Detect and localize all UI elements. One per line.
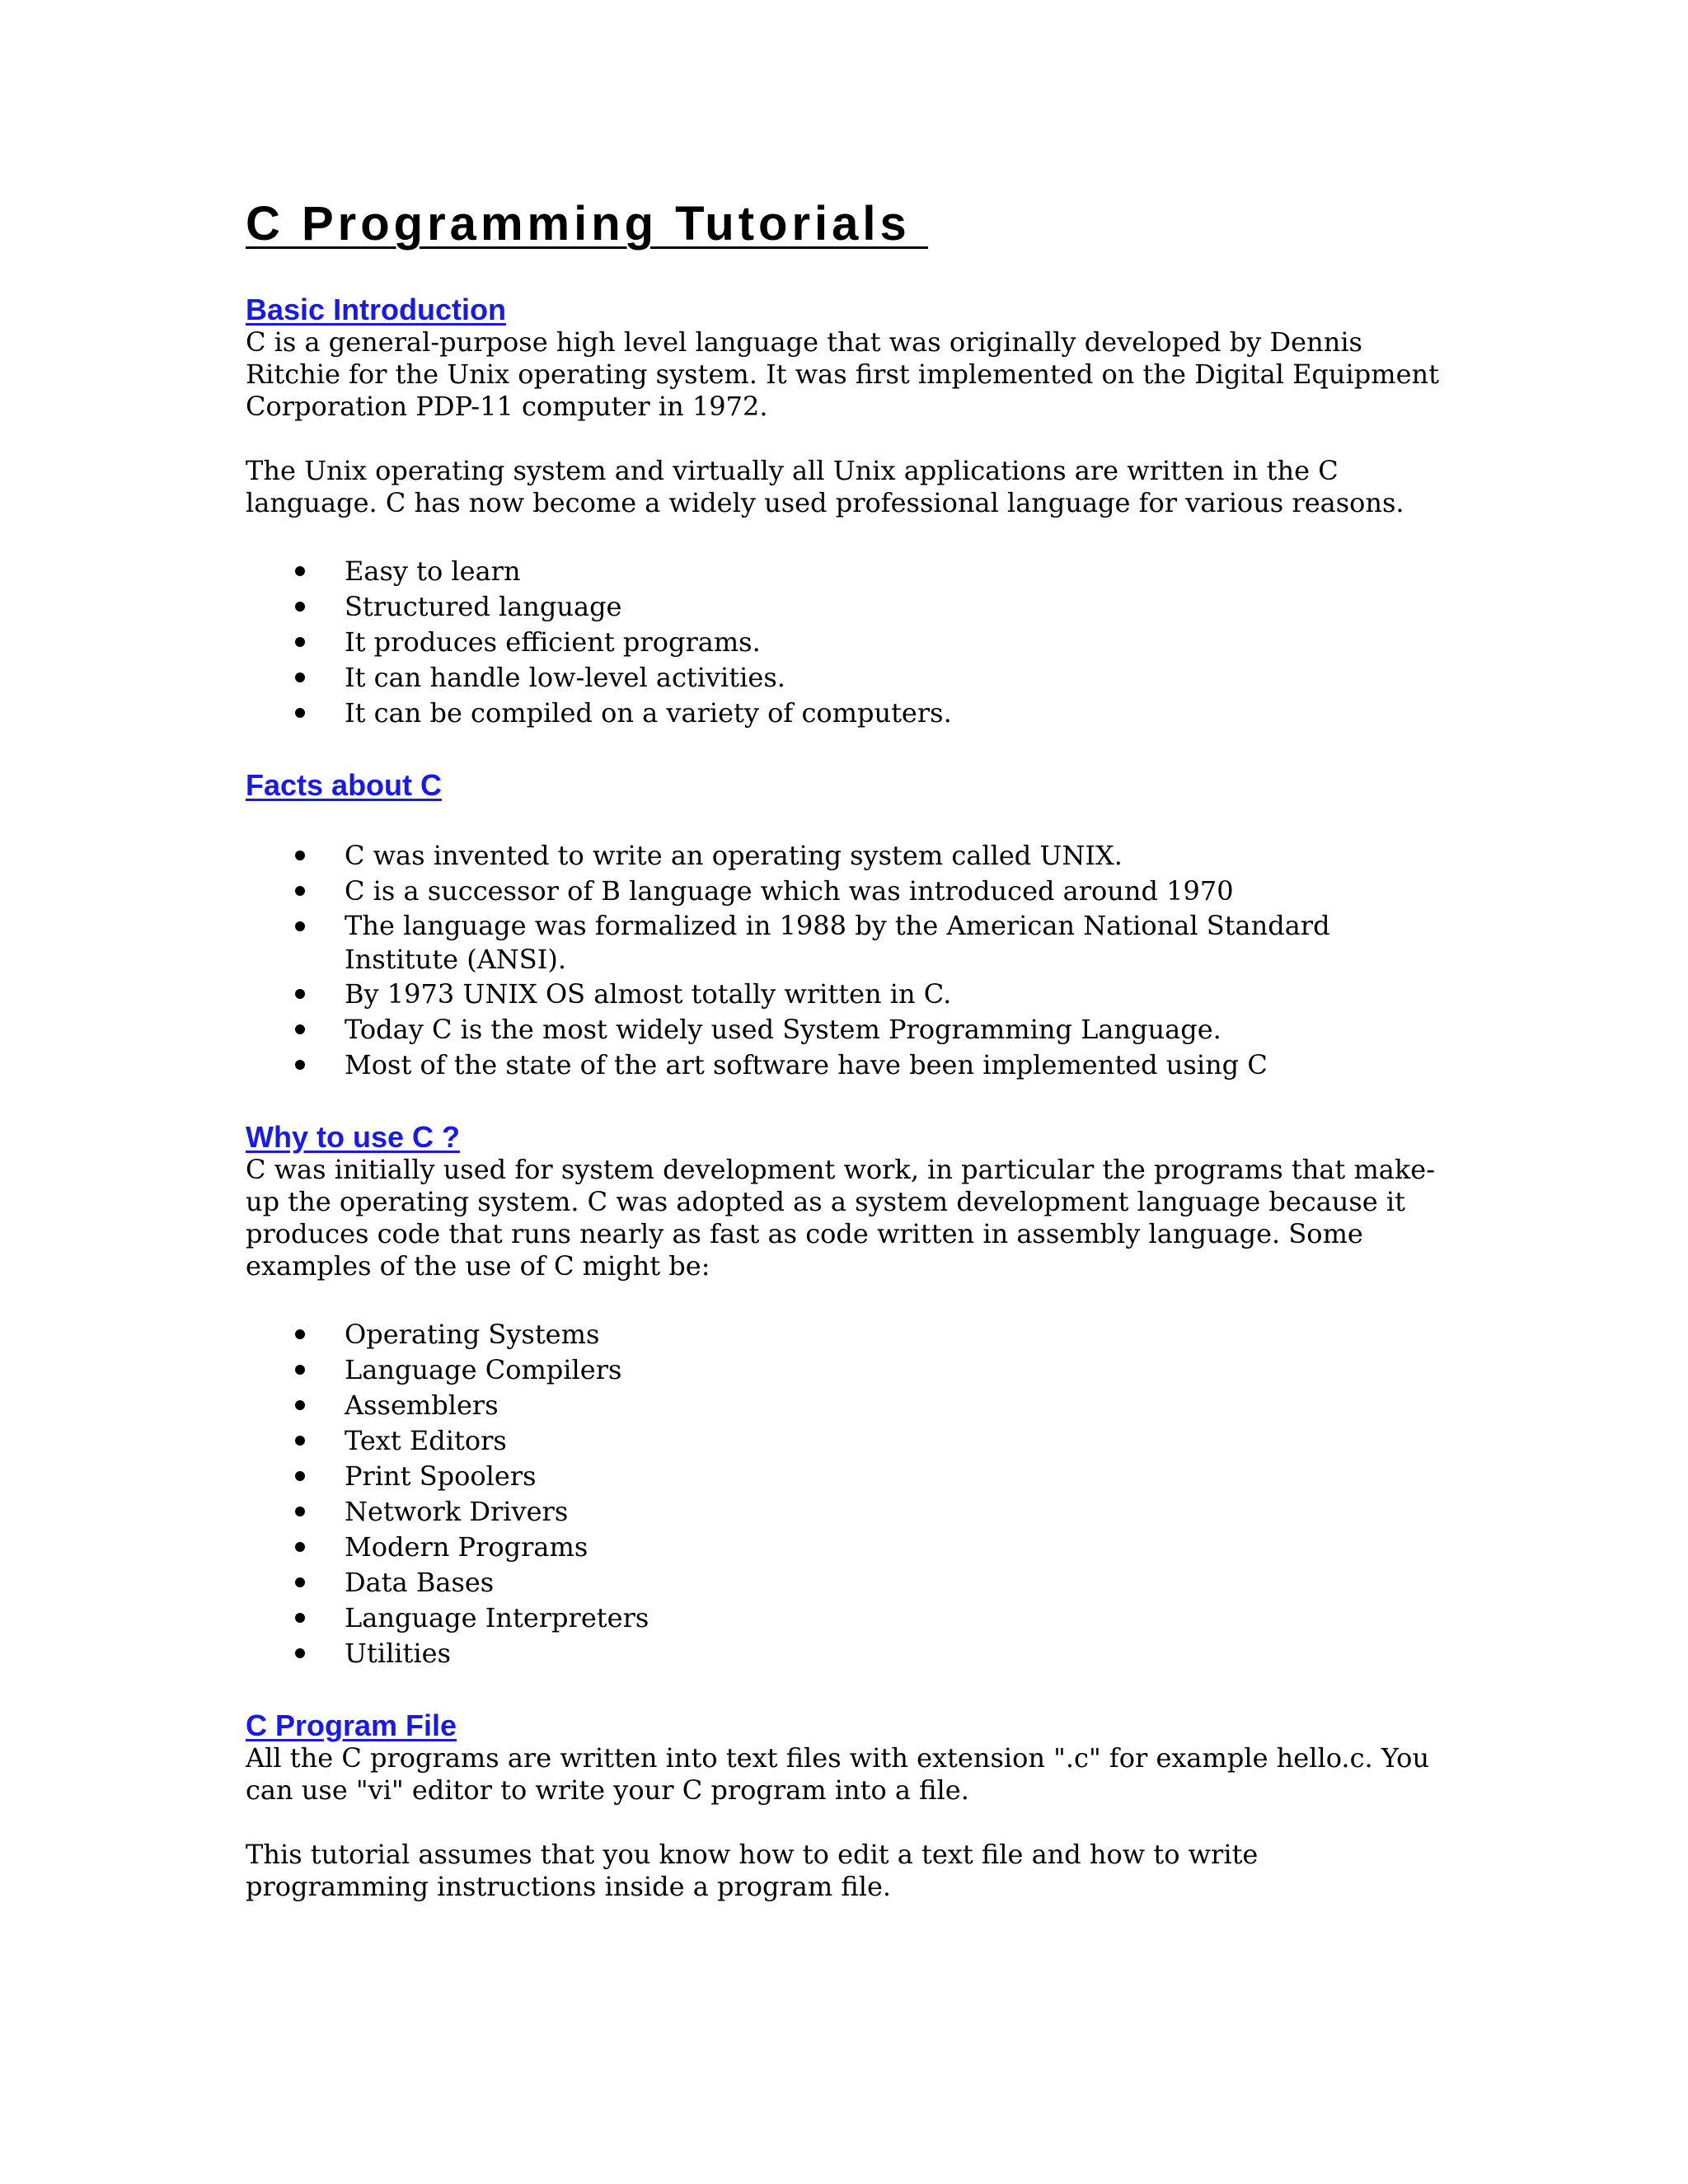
bullet-icon xyxy=(295,602,305,612)
bullet-icon xyxy=(295,1613,305,1623)
list-item: Structured language xyxy=(246,589,1449,625)
list-item: Utilities xyxy=(246,1636,1449,1671)
list-item: It can be compiled on a variety of computers. xyxy=(246,696,1449,731)
bullet-icon xyxy=(295,1648,305,1658)
program-file-paragraph-2: This tutorial assumes that you know how to edit a text file and how to write programming instructions inside a program file. xyxy=(246,1839,1259,1902)
list-item: Print Spoolers xyxy=(246,1459,1449,1494)
basic-introduction-link[interactable]: Basic Introduction xyxy=(246,293,507,326)
bullet-icon xyxy=(295,708,305,718)
uses-bullet-list xyxy=(246,1317,1449,1671)
section-basic-introduction xyxy=(246,293,1449,731)
bullet-icon xyxy=(295,1542,305,1552)
bullet-icon xyxy=(295,637,305,647)
facts-bullet-list xyxy=(246,838,1449,1083)
bullet-icon xyxy=(295,1024,305,1034)
bullet-icon xyxy=(295,851,305,860)
section-c-program-file xyxy=(246,1709,1449,1903)
why-to-use-c-link[interactable]: Why to use C ? xyxy=(246,1120,460,1154)
document-page xyxy=(246,191,1449,1903)
list-item: Language Compilers xyxy=(246,1352,1449,1388)
intro-paragraph-1: C is a general-purpose high level language that was originally developed by Dennis Ritchie for the Unix operating system. It was first implemented on the Digital Equipment Corporation PDP-11 computer in 1972. xyxy=(246,326,1439,422)
list-item: C was invented to write an operating system called UNIX. xyxy=(246,838,1449,874)
intro-paragraph-2: The Unix operating system and virtually all Unix applications are written in the C language. C has now become a widely used professional language for various reasons. xyxy=(246,455,1404,518)
bullet-icon xyxy=(295,1436,305,1446)
list-item: Today C is the most widely used System Programming Language. xyxy=(246,1012,1449,1047)
program-file-paragraph-1: All the C programs are written into text files with extension ".c" for example hello.c. You can use "vi" editor to write your C program into a file. xyxy=(246,1742,1430,1806)
why-paragraph: C was initially used for system development work, in particular the programs that make-up the operating system. C was adopted as a system development language because it produces code that runs nearly as fast as code written in assembly language. Some examples of the use of C might be: xyxy=(246,1154,1435,1282)
list-item: It produces efficient programs. xyxy=(246,625,1449,660)
bullet-icon xyxy=(295,1060,305,1070)
list-item: It can handle low-level activities. xyxy=(246,660,1449,696)
list-item: Assemblers xyxy=(246,1388,1449,1423)
list-item: Easy to learn xyxy=(246,554,1449,589)
bullet-icon xyxy=(295,673,305,682)
bullet-icon xyxy=(295,1400,305,1410)
list-item: Language Interpreters xyxy=(246,1601,1449,1636)
bullet-icon xyxy=(295,989,305,999)
list-item: Modern Programs xyxy=(246,1530,1449,1565)
bullet-icon xyxy=(295,1365,305,1375)
section-why-to-use-c xyxy=(246,1121,1449,1671)
bullet-icon xyxy=(295,1471,305,1481)
bullet-icon xyxy=(295,1507,305,1516)
bullet-icon xyxy=(295,1329,305,1339)
section-facts-about-c xyxy=(246,769,1449,1083)
page-title: C Programming Tutorials xyxy=(246,197,928,251)
bullet-icon xyxy=(295,921,305,931)
list-item: By 1973 UNIX OS almost totally written in C. xyxy=(246,977,1449,1012)
bullet-icon xyxy=(295,1577,305,1587)
c-program-file-link[interactable]: C Program File xyxy=(246,1708,457,1742)
list-item: C is a successor of B language which was introduced around 1970 xyxy=(246,874,1449,909)
list-item: Data Bases xyxy=(246,1565,1449,1601)
intro-bullet-list xyxy=(246,554,1449,731)
bullet-icon xyxy=(295,886,305,896)
list-item: Network Drivers xyxy=(246,1494,1449,1530)
list-item: The language was formalized in 1988 by the American National Standard Institute (ANSI). xyxy=(246,909,1449,977)
list-item: Text Editors xyxy=(246,1423,1449,1459)
facts-about-c-link[interactable]: Facts about C xyxy=(246,768,443,802)
list-item: Most of the state of the art software have been implemented using C xyxy=(246,1047,1449,1083)
bullet-icon xyxy=(295,566,305,576)
list-item: Operating Systems xyxy=(246,1317,1449,1352)
